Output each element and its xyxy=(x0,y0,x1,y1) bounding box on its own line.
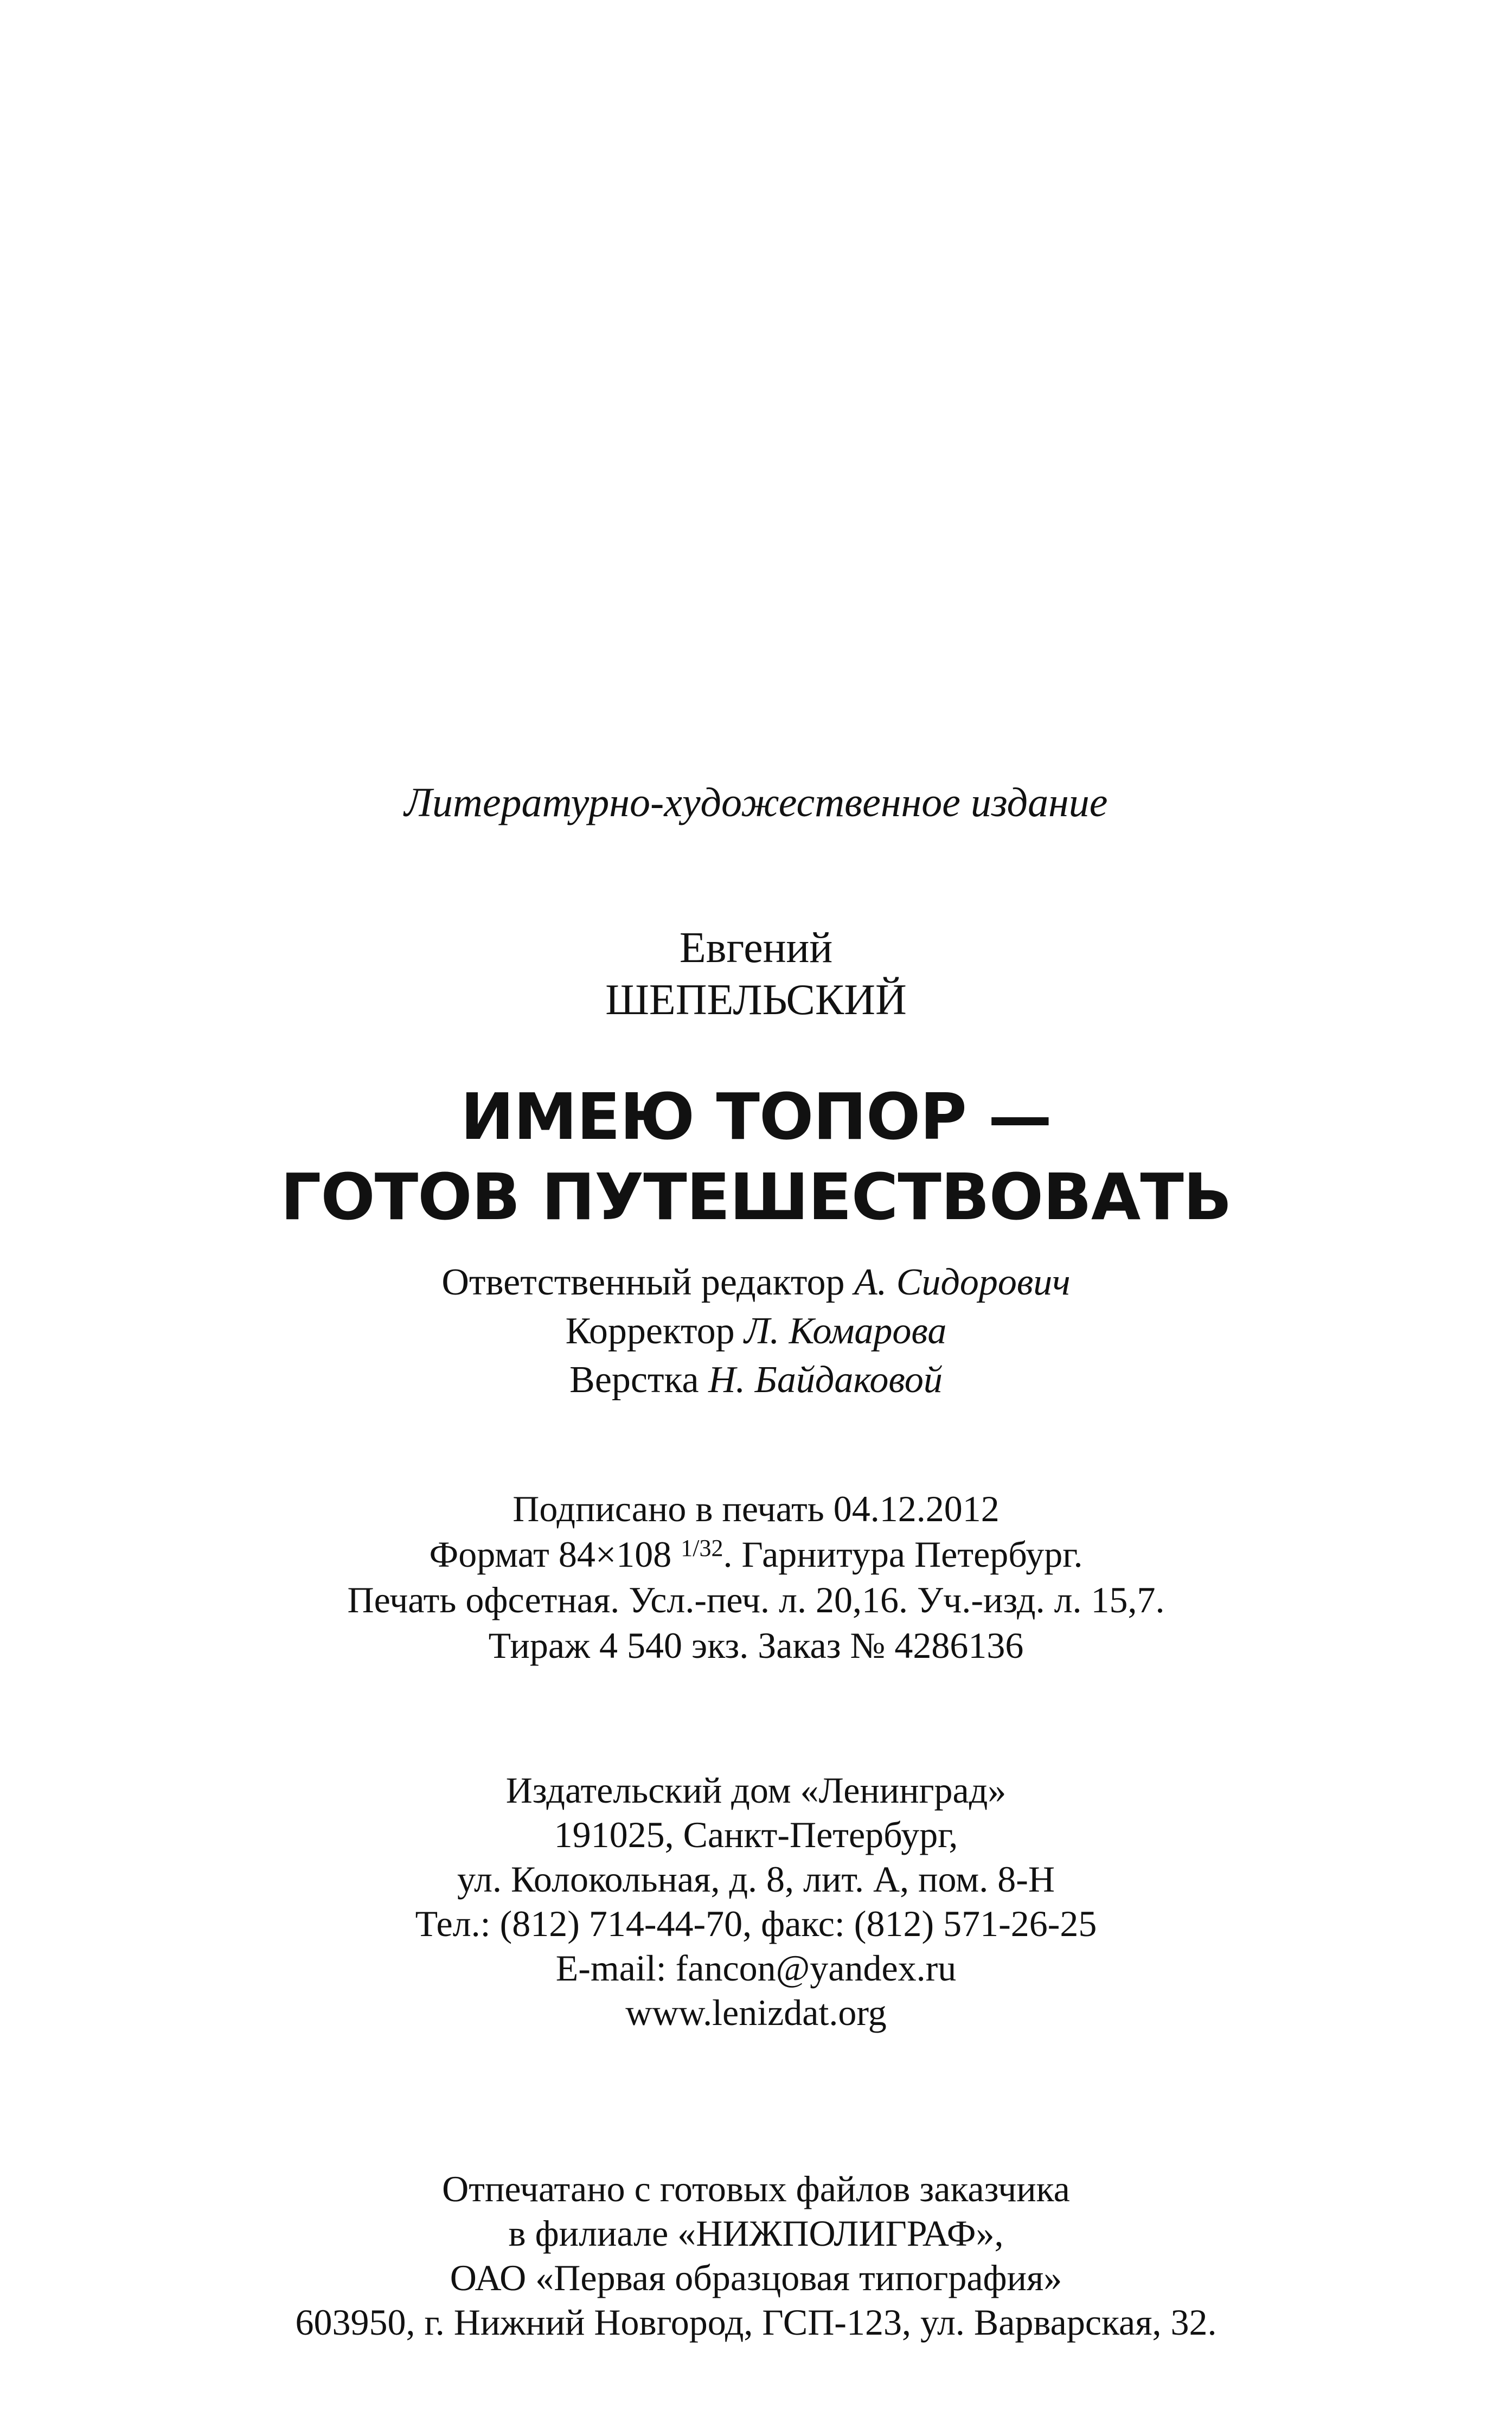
format-suffix: . Гарнитура Петербург. xyxy=(723,1534,1083,1575)
credit-editor xyxy=(0,1258,1512,1307)
credit-name: Н. Байдаковой xyxy=(708,1359,943,1401)
credit-name: А. Сидорович xyxy=(854,1261,1071,1303)
publisher-phone: Тел.: (812) 714-44-70, факс: (812) 571-26-25 xyxy=(415,1903,1097,1944)
publisher-name: Издательский дом «Ленинград» xyxy=(505,1770,1007,1811)
credit-name: Л. Комарова xyxy=(744,1310,947,1352)
printer-line-3: ОАО «Первая образцовая типография» xyxy=(450,2257,1062,2298)
publisher xyxy=(0,1768,1512,2035)
format-prefix: Формат 84×108 xyxy=(429,1534,681,1575)
print-signed-date: Подписано в печать 04.12.2012 xyxy=(512,1488,1000,1529)
book-title-line-2: ГОТОВ ПУТЕШЕСТВОВАТЬ xyxy=(280,1159,1232,1234)
author-first-name: Евгений xyxy=(679,924,833,972)
format-fraction-numerator: 1 xyxy=(681,1535,693,1561)
printer-line-1: Отпечатано с готовых файлов заказчика xyxy=(442,2168,1070,2209)
printer-line-4: 603950, г. Нижний Новгород, ГСП-123, ул. Варварская, 32. xyxy=(295,2302,1217,2343)
publisher-street: ул. Колокольная, д. 8, лит. А, пом. 8-Н xyxy=(457,1859,1055,1900)
format-fraction-denominator: /32 xyxy=(693,1535,723,1561)
edition-type xyxy=(0,778,1512,827)
print-format xyxy=(0,1531,1512,1577)
credit-layout xyxy=(0,1356,1512,1405)
credit-proofreader xyxy=(0,1307,1512,1356)
credits xyxy=(0,1258,1512,1405)
print-type: Печать офсетная. Усл.-печ. л. 20,16. Уч.-изд. л. 15,7. xyxy=(347,1579,1165,1620)
author-last-name: ШЕПЕЛЬСКИЙ xyxy=(605,976,907,1024)
printer-line-2: в филиале «НИЖПОЛИГРАФ», xyxy=(508,2213,1004,2254)
print-circulation: Тираж 4 540 экз. Заказ № 4286136 xyxy=(488,1625,1024,1666)
book-title-line-1: ИМЕЮ ТОПОР — xyxy=(460,1079,1052,1154)
print-info xyxy=(0,1486,1512,1668)
credit-role: Корректор xyxy=(565,1310,735,1352)
credit-role: Ответственный редактор xyxy=(441,1261,845,1303)
printer xyxy=(0,2167,1512,2344)
author xyxy=(0,922,1512,1026)
edition-type-text: Литературно-художественное издание xyxy=(404,780,1108,825)
publisher-city: 191025, Санкт-Петербург, xyxy=(554,1814,958,1855)
book-title xyxy=(0,1076,1512,1237)
publisher-email: E-mail: fancon@yandex.ru xyxy=(555,1947,957,1989)
publisher-website: www.lenizdat.org xyxy=(625,1992,887,2033)
credit-role: Верстка xyxy=(569,1359,699,1401)
